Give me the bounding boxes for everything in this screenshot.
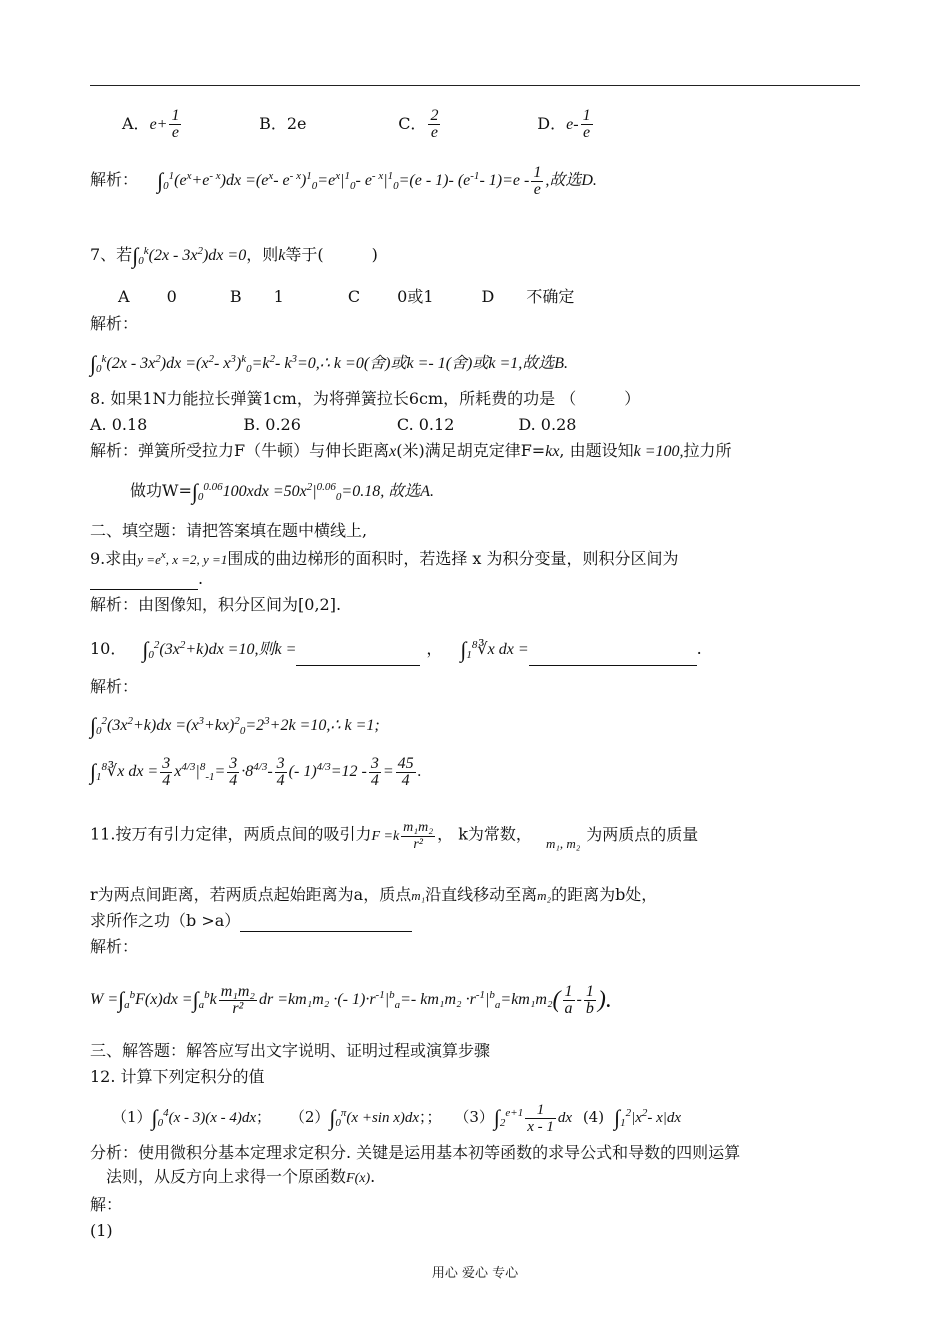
q11-solution-label: 解析： (90, 937, 139, 956)
fraction: $\frac{45}{4}$ (397, 755, 414, 789)
q10-solution-2: $\int_1^8∛x$ dx = $\frac{3}{4}$ $x^{4/3}|^8_{-1}=$ $\frac{3}{4}$ $\cdot 8^{4/3}-$ $\frac{3}{4}$ (- 1)$^{4/3}$=12 - $\frac{3}{4}$ = $\frac{45}{4}$ . (90, 755, 422, 789)
header-rule (90, 85, 860, 86)
q8-solution-work: 做功$W=\int_0^{0.06}100xdx =50x^2|^{0.06}_0=0.18$, 故选A. (130, 479, 434, 504)
fraction: $\frac{\text{m₁m₂}}{\text{r²}}$ (403, 820, 434, 852)
q11-stem-line2: r为两点间距离，若两质点起始距离为a，质点m₁沿直线移动至离m₂的距离为b处， (90, 885, 658, 904)
fraction: $\frac{3}{4}$ (162, 755, 171, 789)
q7-solution-label: 解析： (90, 314, 139, 333)
q11-solution-math: $W =\int_a^bF(x)dx =\int_a^bk$ $\frac{\text{m₁m₂}}{\text{r²}}$ dr =km₁m₂ ·(- $1)\cdot r^{-1}|^b_a=-$ $km_1m_2 \cdot r^{-1}|^b_a=km_1m_2$( $\frac{1}{a}$ - $\frac{1}{b}$ ). (90, 983, 612, 1017)
q8-options: A. 0.18 B. 0.26 C. 0.12 D. 0.28 (90, 415, 577, 434)
q6-options (122, 108, 595, 141)
fraction: $\frac{1}{e}$ (533, 164, 542, 198)
fraction: $\frac{2}{e}$ (430, 107, 439, 141)
fraction: $\frac{1}{a}$ (564, 983, 573, 1017)
q12-analysis-2: 法则，从反方向上求得一个原函数F(x). (106, 1167, 376, 1186)
fraction: $\frac{1}{e}$ (171, 107, 180, 141)
q10-stem: 10． $\int_0^2(3x^2+k)dx =10$,则k = ， $\int_1^8∛x$ dx = . (90, 634, 702, 666)
q12-stem: 12. 计算下列定积分的值 (90, 1067, 265, 1086)
q8-solution: 解析：弹簧所受拉力F（牛顿）与伸长距离x(米)满足胡克定律F=kx, 由题设知k =100,拉力所 (90, 441, 732, 460)
q12-analysis: 分析：使用微积分基本定理求定积分. 关键是运用基本初等函数的求导公式和导数的四则运算 (90, 1143, 741, 1162)
q12-parts: $(1)\int_0^4(x - 3)(x - 4)dx$； $(2)\int_0^\pi(x +\sin$ x)dx；； $(3)\int_2^{e+1}$ $\frac{1}{x - 1}$ dx (4) $\int_1^2|x^2-$ x|dx (112, 1102, 682, 1136)
q6-solution-math: $\int_0^1(e^x+e^{- x})dx =(e^x-$ $e^{- x})^1_0=e^x|^1_0-$ $e^{- x}|^1_0=(e - 1)-$ ($e^{-1}-$ 1)=e - $\frac{1}{e}$ ,故选D. (157, 164, 597, 198)
q11-answer-blank[interactable] (240, 915, 412, 932)
fraction: $\frac{1}{b}$ (585, 983, 594, 1017)
q6-option-d: D．e- $\frac{1}{e}$ (537, 107, 591, 141)
q12-solution-label: 解： (90, 1195, 123, 1214)
q7-solution-math: $\int_0^k(2x - 3x^2)dx =(x^2-$ $x^3)^k_0=k^2-$ $k^3=0,\therefore$ k =0(舍)或k =- 1(舍)或k =1,故选B. (90, 351, 569, 376)
q10-blank-1[interactable] (296, 649, 420, 666)
q6-option-b: B．2e (259, 114, 307, 133)
fraction: $\frac{3}{4}$ (229, 755, 238, 789)
q6-option-a: A．e+ $\frac{1}{e}$ (122, 107, 180, 141)
fraction: $\frac{3}{4}$ (276, 755, 285, 789)
q9-answer-blank[interactable]: . (90, 568, 203, 590)
q10-solution-label: 解析： (90, 677, 139, 696)
page-footer: 用心 爱心 专心 (431, 1266, 519, 1281)
fraction: $\frac{1}{e}$ (582, 107, 591, 141)
q10-blank-2[interactable] (529, 649, 697, 666)
q10-solution-1: $\int_0^2(3x^2+k)dx =(x^3+kx)^2_0=2^3+2k$ =10,∴ k =1; (90, 713, 380, 738)
section-3-heading: 三、解答题：解答应写出文字说明、证明过程或演算步骤 (90, 1041, 491, 1060)
q9-stem: 9.求由$y =e^x$, x =2, y =1围成的曲边梯形的面积时，若选择 x 为积分变量，则积分区间为 (90, 549, 679, 568)
q11-stem: 11.按万有引力定律，两质点间的吸引力F =k $\frac{\text{m₁m₂}}{\text{r²}}$ ， k为常数， $_{m_1, m_2}$ 为两质点的质量 (90, 820, 699, 852)
fraction: $\frac{1}{x - 1}$ (527, 1102, 554, 1136)
q12-solution-part-1: (1) (90, 1221, 113, 1240)
q11-stem-line3: 求所作之功（b >a） (90, 910, 412, 932)
q6-option-c: C． $\frac{2}{e}$ (398, 107, 439, 141)
fraction: $\frac{3}{4}$ (370, 755, 379, 789)
fraction: $\frac{\text{m₁m₂}}{\text{r²}}$ (220, 983, 255, 1017)
q9-solution: 解析：由图像知，积分区间为[0,2]. (90, 595, 342, 614)
q7-stem: 7、若$\int_0^k(2x - 3x^2)dx =0$，则k等于( ) (90, 243, 378, 268)
q6-solution: 解析： $\int_0^1(e^x+e^{- x})dx =(e^x-$ $e^{- x})^1_0=e^x|^1_0-$ $e^{- x}|^1_0=(e - 1)-$ ($e^{-1}-$ 1)=e - $\frac{1}{e}$ ,故选D. (90, 164, 597, 198)
q7-options: A 0 B 1 C 0或1 D 不确定 (118, 287, 575, 306)
section-2-heading: 二、填空题：请把答案填在题中横线上, (90, 521, 368, 540)
q8-stem: 8. 如果1N力能拉长弹簧1cm，为将弹簧拉长6cm，所耗费的功是 （ ） (90, 389, 641, 408)
